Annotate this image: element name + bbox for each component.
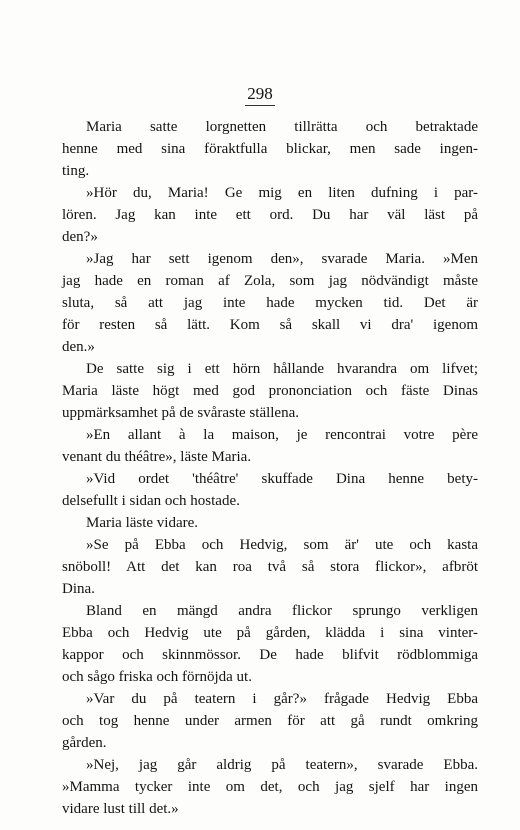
text-line: Dina. (62, 581, 95, 597)
text-line: snöboll! Att det kan roa två så stora flickor», afbröt (62, 559, 478, 575)
text-line: »Var du på teatern i går?» frågade Hedvig Ebba (86, 691, 478, 707)
text-line: ting. (62, 163, 90, 179)
text-line: och sågo friska och förnöjda ut. (62, 669, 252, 685)
text-line: Maria läste högt med god prononciation och fäste Dinas (62, 383, 478, 399)
text-line: gården. (62, 735, 107, 751)
text-line: »Mamma tycker inte om det, och jag sjelf har ingen (62, 779, 478, 795)
text-line: uppmärksamhet på de svåraste ställena. (62, 405, 299, 421)
text-line: »Nej, jag går aldrig på teatern», svarade Ebba. (86, 757, 478, 773)
text-line: och tog henne under armen för att gå rundt omkring (62, 713, 478, 729)
text-line: henne med sina föraktfulla blickar, men sade ingen- (62, 141, 478, 157)
page-number (0, 84, 520, 106)
text-line: vidare lust till det.» (62, 801, 179, 817)
text-line: kappor och skinnmössor. De hade blifvit rödblommiga (62, 647, 478, 663)
text-line: delsefullt i sidan och hostade. (62, 493, 240, 509)
page-number-text: 298 (245, 84, 275, 106)
text-line: Ebba och Hedvig ute på gården, klädda i sina vinter- (62, 625, 478, 641)
text-line: De satte sig i ett hörn hållande hvarandra om lifvet; (86, 361, 478, 377)
text-line: lören. Jag kan inte ett ord. Du har väl läst på (62, 207, 478, 223)
text-line: Bland en mängd andra flickor sprungo verkligen (86, 603, 478, 619)
text-line: »Hör du, Maria! Ge mig en liten dufning i par- (86, 185, 478, 201)
text-line: för resten så lätt. Kom så skall vi dra' igenom (62, 317, 478, 333)
text-line: »Vid ordet 'théâtre' skuffade Dina henne bety- (86, 471, 478, 487)
text-line: jag hade en roman af Zola, som jag nödvändigt måste (62, 273, 478, 289)
text-line: »En allant à la maison, je rencontrai votre père (86, 427, 478, 443)
text-line: Maria satte lorgnetten tillrätta och betraktade (86, 119, 478, 135)
text-line: sluta, så att jag inte hade mycken tid. Det är (62, 295, 478, 311)
text-line: Maria läste vidare. (86, 515, 199, 531)
text-line: den?» (62, 229, 98, 245)
text-line: venant du théâtre», läste Maria. (62, 449, 252, 465)
text-line: »Jag har sett igenom den», svarade Maria. »Men (86, 251, 478, 267)
body-text (62, 116, 478, 820)
text-line: »Se på Ebba och Hedvig, som är' ute och kasta (86, 537, 478, 553)
text-line: den.» (62, 339, 95, 355)
